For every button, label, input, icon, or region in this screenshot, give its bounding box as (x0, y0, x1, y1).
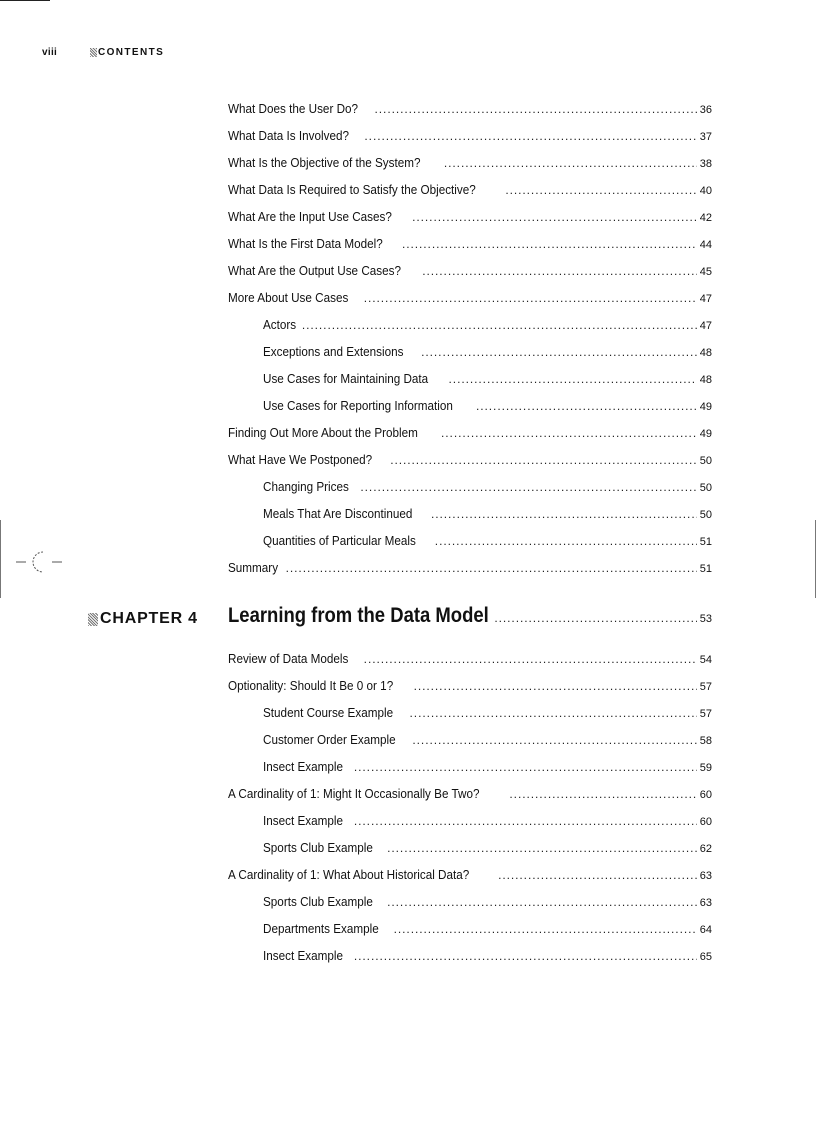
leader-dots (283, 559, 697, 577)
toc-entry-title: Student Course Example (263, 705, 394, 720)
leader-dots (384, 839, 697, 857)
leader-dots (419, 262, 697, 280)
header-bullet-icon (90, 48, 97, 57)
toc-entry[interactable] (263, 893, 712, 911)
toc-entry[interactable] (228, 451, 712, 469)
leader-dots (384, 893, 697, 911)
crop-mark-left (0, 520, 1, 598)
toc-entry-page: 57 (699, 708, 712, 720)
toc-entry-title: Quantities of Particular Meals (263, 533, 416, 548)
toc-entry[interactable] (228, 866, 712, 884)
toc-entry-title: More About Use Cases (228, 290, 349, 305)
leader-dots (506, 785, 696, 803)
toc-entry-title: What Is the First Data Model? (228, 236, 383, 251)
leader-dots (391, 920, 697, 938)
toc-entry[interactable] (228, 181, 712, 199)
leader-dots (361, 127, 696, 145)
leader-dots (299, 316, 697, 334)
leader-dots (438, 424, 697, 442)
toc-entry-page: 36 (699, 104, 712, 116)
toc-entry[interactable] (263, 370, 712, 388)
toc-entry-page: 48 (699, 347, 712, 359)
leader-dots (446, 370, 697, 388)
toc-entry[interactable] (263, 505, 712, 523)
toc-entry-page: 45 (699, 266, 712, 278)
leader-dots (441, 154, 697, 172)
chapter-page: 53 (699, 613, 712, 625)
chapter-bullet-icon (88, 613, 98, 626)
toc-entry-page: 60 (699, 816, 712, 828)
toc-entry-title: Exceptions and Extensions (263, 344, 404, 359)
toc-entry-title: What Data Is Required to Satisfy the Objective? (228, 182, 476, 197)
leader-dots (387, 451, 697, 469)
toc-entry[interactable] (228, 650, 712, 668)
toc-entry-title: Customer Order Example (263, 732, 396, 747)
toc-entry-title: Use Cases for Maintaining Data (263, 371, 429, 386)
toc-entry-title: What Are the Input Use Cases? (228, 209, 392, 224)
toc-entry-page: 63 (699, 870, 712, 882)
toc-entry-page: 50 (699, 482, 712, 494)
toc-entry-title: Actors (263, 317, 297, 332)
chapter-label (88, 608, 198, 630)
toc-entry-title: Sports Club Example (263, 894, 373, 909)
leader-dots (502, 181, 696, 199)
leader-dots (409, 208, 697, 226)
toc-entry-page: 60 (699, 789, 712, 801)
page-number: viii (42, 46, 58, 58)
toc-entry-title: Finding Out More About the Problem (228, 425, 418, 440)
toc-entry-title: Optionality: Should It Be 0 or 1? (228, 678, 394, 693)
leader-dots (407, 704, 697, 722)
toc-entry[interactable] (228, 154, 712, 172)
toc-entry-page: 50 (699, 509, 712, 521)
top-rule (0, 0, 50, 1)
leader-dots (409, 731, 696, 749)
toc-entry[interactable] (263, 839, 712, 857)
toc-entry-title: A Cardinality of 1: Might It Occasionally Be Two? (228, 786, 480, 801)
toc-entry-page: 47 (699, 293, 712, 305)
toc-entry-page: 59 (699, 762, 712, 774)
toc-entry-title: Use Cases for Reporting Information (263, 398, 453, 413)
toc-entry-page: 49 (699, 428, 712, 440)
toc-entry[interactable] (263, 758, 712, 776)
toc-entry[interactable] (263, 397, 712, 415)
toc-entry-title: What Does the User Do? (228, 101, 359, 116)
toc-entry-page: 40 (699, 185, 712, 197)
toc-entry-title: Departments Example (263, 921, 379, 936)
toc-entry[interactable] (228, 677, 712, 695)
chapter-heading[interactable] (228, 604, 712, 632)
toc-entry-page: 37 (699, 131, 712, 143)
toc-entry-page: 58 (699, 735, 712, 747)
toc-entry-title: Review of Data Models (228, 651, 349, 666)
leader-dots (428, 505, 697, 523)
toc-entry-page: 64 (699, 924, 712, 936)
toc-entry-page: 51 (699, 563, 712, 575)
toc-entry-page: 38 (699, 158, 712, 170)
registration-mark-icon (16, 549, 66, 575)
toc-entry[interactable] (228, 100, 712, 118)
toc-entry[interactable] (228, 559, 712, 577)
toc-entry-title: A Cardinality of 1: What About Historical Data? (228, 867, 470, 882)
toc-entry-page: 57 (699, 681, 712, 693)
leader-dots (495, 866, 697, 884)
toc-entry-title: Summary (228, 560, 279, 575)
toc-entry[interactable] (228, 289, 712, 307)
toc-entry-title: What Data Is Involved? (228, 128, 349, 143)
leader-dots (488, 611, 696, 625)
toc-entry[interactable] (228, 208, 712, 226)
leader-dots (411, 677, 697, 695)
toc-entry-title: What Is the Objective of the System? (228, 155, 421, 170)
leader-dots (361, 650, 697, 668)
page-header (42, 45, 164, 59)
toc-entry-title: Insect Example (263, 813, 343, 828)
leader-dots (361, 289, 697, 307)
leader-dots (473, 397, 697, 415)
toc-entry[interactable] (263, 812, 712, 830)
toc-entry-page: 47 (699, 320, 712, 332)
toc-entry-page: 51 (699, 536, 712, 548)
toc-entry-page: 62 (699, 843, 712, 855)
leader-dots (399, 235, 697, 253)
toc-entry[interactable] (228, 262, 712, 280)
leader-dots (351, 758, 697, 776)
leader-dots (432, 532, 697, 550)
leader-dots (418, 343, 697, 361)
toc-entry-page: 63 (699, 897, 712, 909)
toc-entry-page: 50 (699, 455, 712, 467)
toc-entry-title: Insect Example (263, 948, 343, 963)
toc-entry-title: Insect Example (263, 759, 343, 774)
toc-entry-title: What Are the Output Use Cases? (228, 263, 401, 278)
toc-entry[interactable] (263, 920, 712, 938)
toc-entry[interactable] (263, 316, 712, 334)
toc-entry-page: 44 (699, 239, 712, 251)
leader-dots (351, 812, 697, 830)
leader-dots (372, 100, 697, 118)
toc-entry-title: Changing Prices (263, 479, 349, 494)
toc-entry[interactable] (228, 424, 712, 442)
toc-entry-page: 48 (699, 374, 712, 386)
leader-dots (351, 947, 697, 965)
toc-entry[interactable] (228, 235, 712, 253)
toc-entry[interactable] (263, 947, 712, 965)
toc-entry-title: Sports Club Example (263, 840, 373, 855)
chapter-number: CHAPTER 4 (100, 610, 198, 627)
leader-dots (357, 478, 696, 496)
toc-entry[interactable] (263, 532, 712, 550)
toc-entry-page: 65 (699, 951, 712, 963)
toc-entry[interactable] (263, 343, 712, 361)
toc-entry-page: 42 (699, 212, 712, 224)
toc-entry[interactable] (228, 127, 712, 145)
toc-entry-title: What Have We Postponed? (228, 452, 373, 467)
toc-entry[interactable] (263, 478, 712, 496)
toc-entry[interactable] (263, 731, 712, 749)
toc-entry-title: Meals That Are Discontinued (263, 506, 413, 521)
toc-entry[interactable] (263, 704, 712, 722)
toc-entry-page: 54 (699, 654, 712, 666)
toc-entry-page: 49 (699, 401, 712, 413)
chapter-title: Learning from the Data Model (228, 604, 489, 627)
toc-entry[interactable] (228, 785, 712, 803)
running-title: CONTENTS (98, 46, 165, 58)
